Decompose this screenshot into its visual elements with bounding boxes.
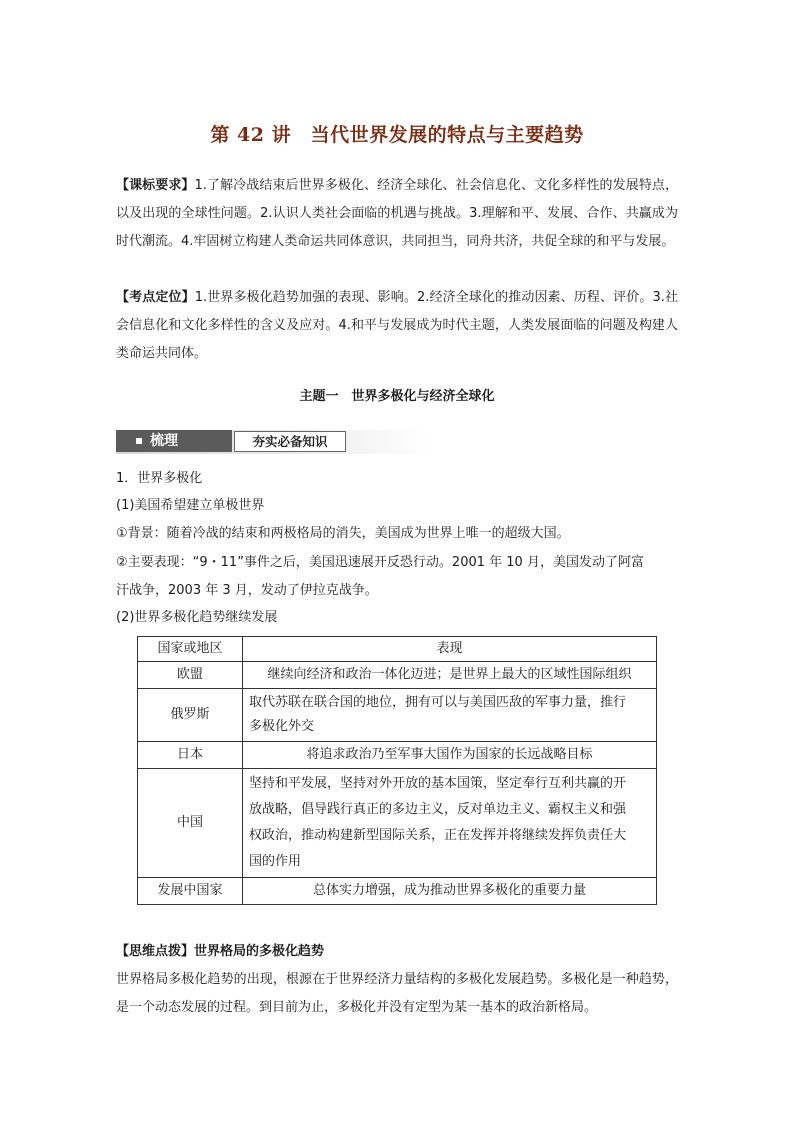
table-text-line: 继续向经济和政治一体化迈进；是世界上最大的区域性国际组织 — [267, 667, 632, 682]
table-region-cell: 俄罗斯 — [138, 689, 243, 742]
table-text-line: 放战略，倡导践行真正的多边主义，反对单边主义、霸权主义和强 — [249, 802, 627, 817]
square-bullet-icon — [136, 438, 142, 444]
requirements-text: 1.了解冷战结束后世界多极化、经济全球化、社会信息化、文化多样性的发展特点，以及出现的全球性问题。2.认识人类社会面临的机遇与挑战。3.理解和平、发展、合作、共赢成为时代潮流。4.牢固树立构建人类命运共同体意识，共同担当，同舟共济，共促全球的和平与发展。 — [116, 178, 678, 249]
section-title: 主题一 世界多极化与经济全球化 — [299, 389, 495, 404]
text-line: ②主要表现：“9・11”事件之后，美国迅速展开反恐行动。2001 年 10 月，美国发动了阿富 — [116, 555, 644, 570]
table-header-cell: 表现 — [243, 637, 657, 662]
multipolarity-table — [137, 636, 657, 905]
table-text-line: 坚持和平发展，坚持对外开放的基本国策，坚定奉行互利共赢的开 — [249, 776, 627, 791]
table-row — [138, 662, 657, 689]
table-region-cell: 中国 — [138, 769, 243, 878]
table-content-cell — [243, 742, 657, 769]
table-header-cell: 国家或地区 — [138, 637, 243, 662]
text-line: (2)世界多极化趋势继续发展 — [116, 610, 278, 625]
table-row — [138, 769, 657, 878]
exam-positioning — [116, 284, 678, 368]
table-content-cell — [243, 689, 657, 742]
table-region-cell: 日本 — [138, 742, 243, 769]
banner-subtitle: 夯实必备知识 — [234, 431, 346, 452]
text-line: ①背景：随着冷战的结束和两极格局的消失，美国成为世界上唯一的超级大国。 — [116, 526, 570, 541]
text-line: 汗战争，2003 年 3 月，发动了伊拉克战争。 — [116, 583, 378, 598]
thinking-tag: 【思维点拨】 — [116, 944, 195, 959]
table-text-line: 总体实力增强，成为推动世界多极化的重要力量 — [312, 883, 586, 898]
text-line: (1)美国希望建立单极世界 — [116, 498, 265, 513]
table-text-line: 国的作用 — [249, 854, 302, 869]
table-content-cell — [243, 878, 657, 905]
positioning-text: 1.世界多极化趋势加强的表现、影响。2.经济全球化的推动因素、历程、评价。3.社会信息化和文化多样性的含义及应对。4.和平与发展成为时代主题，人类发展面临的问题及构建人类命运共同体。 — [116, 290, 678, 361]
table-text-line: 取代苏联在联合国的地位，拥有可以与美国匹敌的军事力量，推行 — [249, 695, 627, 710]
banner-left-text: 梳理 — [150, 433, 178, 449]
table-row — [138, 878, 657, 905]
table-row — [138, 742, 657, 769]
table-region-cell: 欧盟 — [138, 662, 243, 689]
banner-label — [116, 430, 232, 452]
section-banner — [116, 430, 432, 454]
table-text-line: 权政治，推动构建新型国际关系，正在发挥并将继续发挥负责任大 — [249, 828, 627, 843]
thinking-heading-text: 世界格局的多极化趋势 — [194, 944, 325, 959]
table-header-row — [138, 637, 657, 662]
lesson-title: 第 42 讲 当代世界发展的特点与主要趋势 — [210, 124, 584, 146]
table-row — [138, 689, 657, 742]
text-line: 1．世界多极化 — [116, 471, 203, 486]
table-content-cell — [243, 769, 657, 878]
table-content-cell — [243, 662, 657, 689]
thinking-text: 世界格局多极化趋势的出现，根源在于世界经济力量结构的多极化发展趋势。多极化是一种趋势，是一个动态发展的过程。到目前为止，多极化并没有定型为某一基本的政治新格局。 — [116, 972, 678, 1015]
requirements-tag: 【课标要求】 — [116, 178, 195, 193]
table-text-line: 将追求政治乃至军事大国作为国家的长远战略目标 — [306, 747, 593, 762]
table-text-line: 多极化外交 — [249, 719, 315, 734]
thinking-heading — [116, 938, 678, 966]
positioning-tag: 【考点定位】 — [116, 290, 195, 305]
curriculum-requirements — [116, 172, 678, 256]
table-region-cell: 发展中国家 — [138, 878, 243, 905]
